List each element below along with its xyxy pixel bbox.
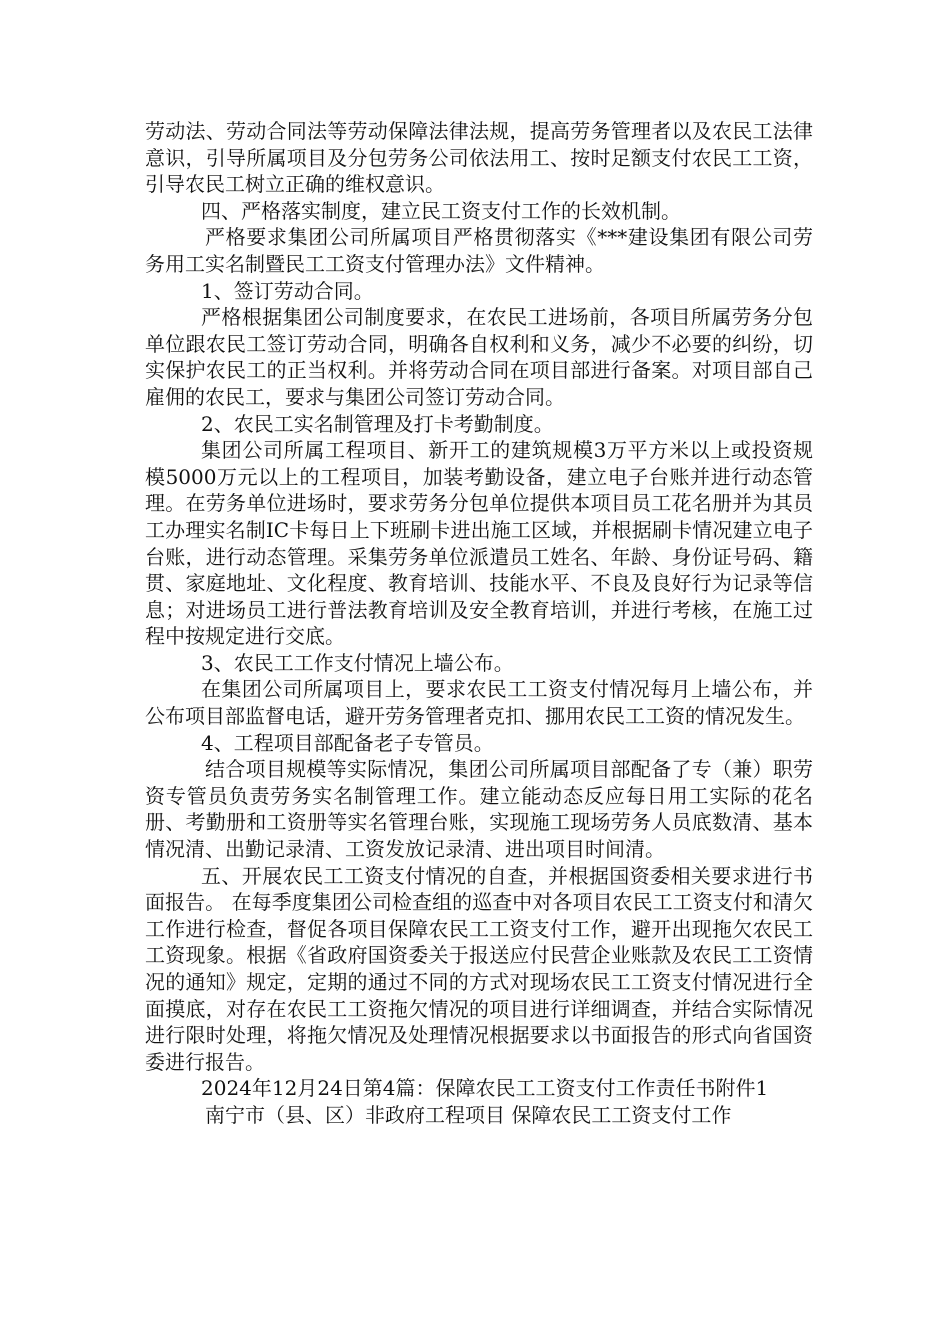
subheading-2: 2、农民工实名制管理及打卡考勤制度。 — [201, 411, 554, 436]
subheading-4: 4、工程项目部配备老子专管员。 — [201, 730, 494, 755]
paragraph-5: 严格根据集团公司制度要求，在农民工进场前，各项目所属劳务分包单位跟农民工签订劳动合同，明确各自权利和义务，减少不必要的纠纷，切实保护农民工的正当权利。并将劳动合同在项目部进行备案。对项目部自己雇佣的农民工，要求与集团公司签订劳动合同。 — [145, 305, 813, 409]
paragraph-11: 结合项目规模等实际情况，集团公司所属项目部配备了专（兼）职劳资专管员负责劳务实名制管理工作。建立能动态反应每日用工实际的花名册、考勤册和工资册等实名管理台账，实现施工现场劳务人员底数清、基本情况清、出勤记录清、工资发放记录清、进出项目时间清。 — [145, 757, 813, 862]
section-heading-5: 五、开展农民工工资支付情况的自查，并根据国资委相关要求进行书面报告。 在每季度集团公司检查组的巡查中对各项目农民工工资支付和清欠工作进行检查，督促各项目保障农民工工资支付工作，避开出现拖欠农民工工资现象。根据《省政府国资委关于报送应付民营企业账款及农民工工资情况的通知》规定，定期的通过不同的方式对现场农民工工资支付情况进行全面摸底，对存在农民工工资拖欠情况的项目进行详细调查，并结合实际情况进行限时处理，将拖欠情况及处理情况根据要求以书面报告的形式向省国资委进行报告。 — [145, 863, 813, 1074]
paragraph-9: 在集团公司所属项目上，要求农民工工资支付情况每月上墙公布，并公布项目部监督电话，避开劳务管理者克扣、挪用农民工工资的情况发生。 — [145, 677, 813, 729]
paragraph-1: 劳动法、劳动合同法等劳动保障法律法规，提高劳务管理者以及农民工法律意识，引导所属项目及分包劳务公司依法用工、按时足额支付农民工工资，引导农民工树立正确的维权意识。 — [145, 119, 813, 197]
paragraph-7: 集团公司所属工程项目、新开工的建筑规模3万平方米以上或投资规模5000万元以上的工程项目，加装考勤设备，建立电子台账并进行动态管理。在劳务单位进场时，要求劳务分包单位提供本项目员工花名册并为其员工办理实名制IC卡每日上下班刷卡进出施工区域，并根据刷卡情况建立电子台账，进行动态管理。采集劳务单位派遣员工姓名、年龄、身份证号码、籍贯、家庭地址、文化程度、教育培训、技能水平、不良及良好行为记录等信息；对进场员工进行普法教育培训及安全教育培训，并进行考核，在施工过程中按规定进行交底。 — [145, 438, 813, 649]
paragraph-3: 严格要求集团公司所属项目严格贯彻落实《***建设集团有限公司劳务用工实名制暨民工工资支付管理办法》文件精神。 — [145, 225, 813, 276]
subheading-1: 1、签订劳动合同。 — [201, 278, 374, 303]
section-heading-4: 四、严格落实制度，建立民工资支付工作的长效机制。 — [201, 198, 681, 223]
date-chapter-line: 2024年12月24日第4篇：保障农民工工资支付工作责任书附件1 — [201, 1076, 769, 1101]
document-title-line: 南宁市（县、区）非政府工程项目 保障农民工工资支付工作 — [205, 1102, 732, 1127]
subheading-3: 3、农民工工作支付情况上墙公布。 — [201, 650, 514, 675]
document-body — [145, 118, 813, 1129]
